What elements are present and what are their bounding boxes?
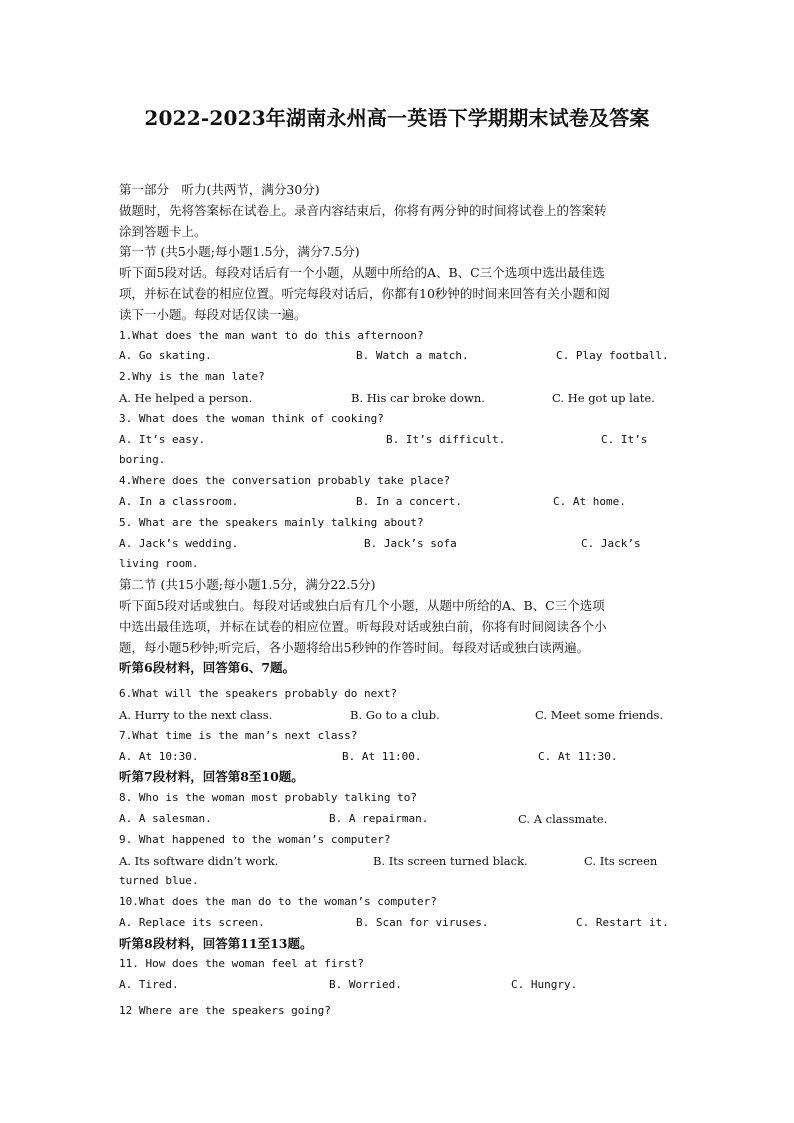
option-b: B. His car broke down. [351,390,485,405]
question-5: 5. What are the speakers mainly talking about? [119,515,424,529]
part1-instruction-line: 做题时，先将答案标在试卷上。录音内容结束后，你将有两分钟的时间将试卷上的答案转 [119,202,607,218]
option-b: B. Worried. [329,978,402,992]
option-c-continuation: boring. [119,453,166,467]
question-7: 7.What time is the man’s next class? [119,728,358,742]
question-8: 8. Who is the woman most probably talking to? [119,791,418,805]
options-row [119,534,675,555]
option-b: B. Jack’s sofa [364,536,457,550]
question-4: 4.Where does the conversation probably take place? [119,474,451,488]
material-7-label: 听第7段材料，回答第8至10题。 [119,769,304,785]
option-c: C. Hungry. [511,978,578,992]
option-b: B. Go to a club. [350,707,440,722]
options-row [119,430,675,451]
option-b: B. A repairman. [329,811,429,825]
option-c: C. It’s [601,432,648,446]
options-row [119,346,675,367]
option-a: A. He helped a person. [119,390,253,405]
part1-instruction-line: 涂到答题卡上。 [119,223,207,239]
option-b: B. In a concert. [356,494,462,508]
question-3: 3. What does the woman think of cooking? [119,411,384,425]
option-c: C. A classmate. [518,811,608,826]
options-row [119,705,675,726]
section1-instruction-line: 听下面5段对话。每段对话后有一个小题，从题中所给的A、B、C三个选项中选出最佳选 [119,265,605,281]
question-2: 2.Why is the man late? [119,370,265,384]
material-8-label: 听第8段材料，回答第11至13题。 [119,935,313,951]
page-title: 2022-2023年湖南永州高一英语下学期期末试卷及答案 [144,106,650,130]
options-row [119,975,675,996]
section2-instruction-line: 题，每小题5秒钟;听完后，各小题将给出5秒钟的作答时间。每段对话或独白读两遍。 [119,639,590,655]
option-a: A. A salesman. [119,811,212,825]
option-c: C. Jack’s [581,536,641,550]
option-a: A. Go skating. [119,349,212,363]
option-c-continuation: turned blue. [119,874,199,888]
option-c: C. Its screen [584,853,658,868]
option-c: C. Play football. [556,349,669,363]
option-a: A. It’s easy. [119,432,206,446]
option-c: C. Meet some friends. [535,707,664,722]
options-row [119,492,675,513]
options-row [119,388,675,409]
exam-content [119,180,679,1022]
option-b: B. Scan for viruses. [356,915,489,929]
section1-instruction-line: 项，并标在试卷的相应位置。听完每段对话后，你都有10秒钟的时间来回答有关小题和阅 [119,285,610,301]
option-a: A. Jack’s wedding. [119,536,239,550]
options-row [119,809,675,830]
part1-heading: 第一部分 听力(共两节，满分30分) [119,182,320,197]
question-1: 1.What does the man want to do this afternoon? [119,328,424,342]
options-row [119,851,675,872]
option-b: B. It’s difficult. [386,432,506,446]
option-b: B. Watch a match. [356,349,469,363]
option-a: A. Its software didn’t work. [119,853,279,868]
option-a: A. At 10:30. [119,749,199,763]
question-12: 12 Where are the speakers going? [119,1004,331,1018]
options-row [119,913,675,934]
option-c: C. He got up late. [552,390,655,405]
option-c-continuation: living room. [119,557,199,571]
option-a: A. Replace its screen. [119,915,265,929]
option-a: A. Hurry to the next class. [119,707,273,722]
option-b: B. At 11:00. [342,749,422,763]
option-c: C. Restart it. [576,915,669,929]
option-a: A. In a classroom. [119,494,239,508]
section1-heading: 第一节 (共5小题;每小题1.5分，满分7.5分) [119,244,360,260]
section2-heading: 第二节 (共15小题;每小题1.5分，满分22.5分) [119,577,376,593]
section2-instruction-line: 中选出最佳选项，并标在试卷的相应位置。听每段对话或独白前，你将有时间阅读各个小 [119,618,607,634]
question-6: 6.What will the speakers probably do next? [119,687,398,701]
material-6-label: 听第6段材料，回答第6、7题。 [119,660,296,676]
question-10: 10.What does the man do to the woman’s computer? [119,895,437,909]
option-c: C. At home. [553,494,626,508]
option-c: C. At 11:30. [538,749,618,763]
question-9: 9. What happened to the woman’s computer? [119,832,391,846]
option-a: A. Tired. [119,978,179,992]
option-b: B. Its screen turned black. [373,853,528,868]
options-row [119,747,675,768]
section2-instruction-line: 听下面5段对话或独白。每段对话或独白后有几个小题，从题中所给的A、B、C三个选项 [119,597,605,613]
question-11: 11. How does the woman feel at first? [119,957,365,971]
section1-instruction-line: 读下一小题。每段对话仅读一遍。 [119,306,307,322]
